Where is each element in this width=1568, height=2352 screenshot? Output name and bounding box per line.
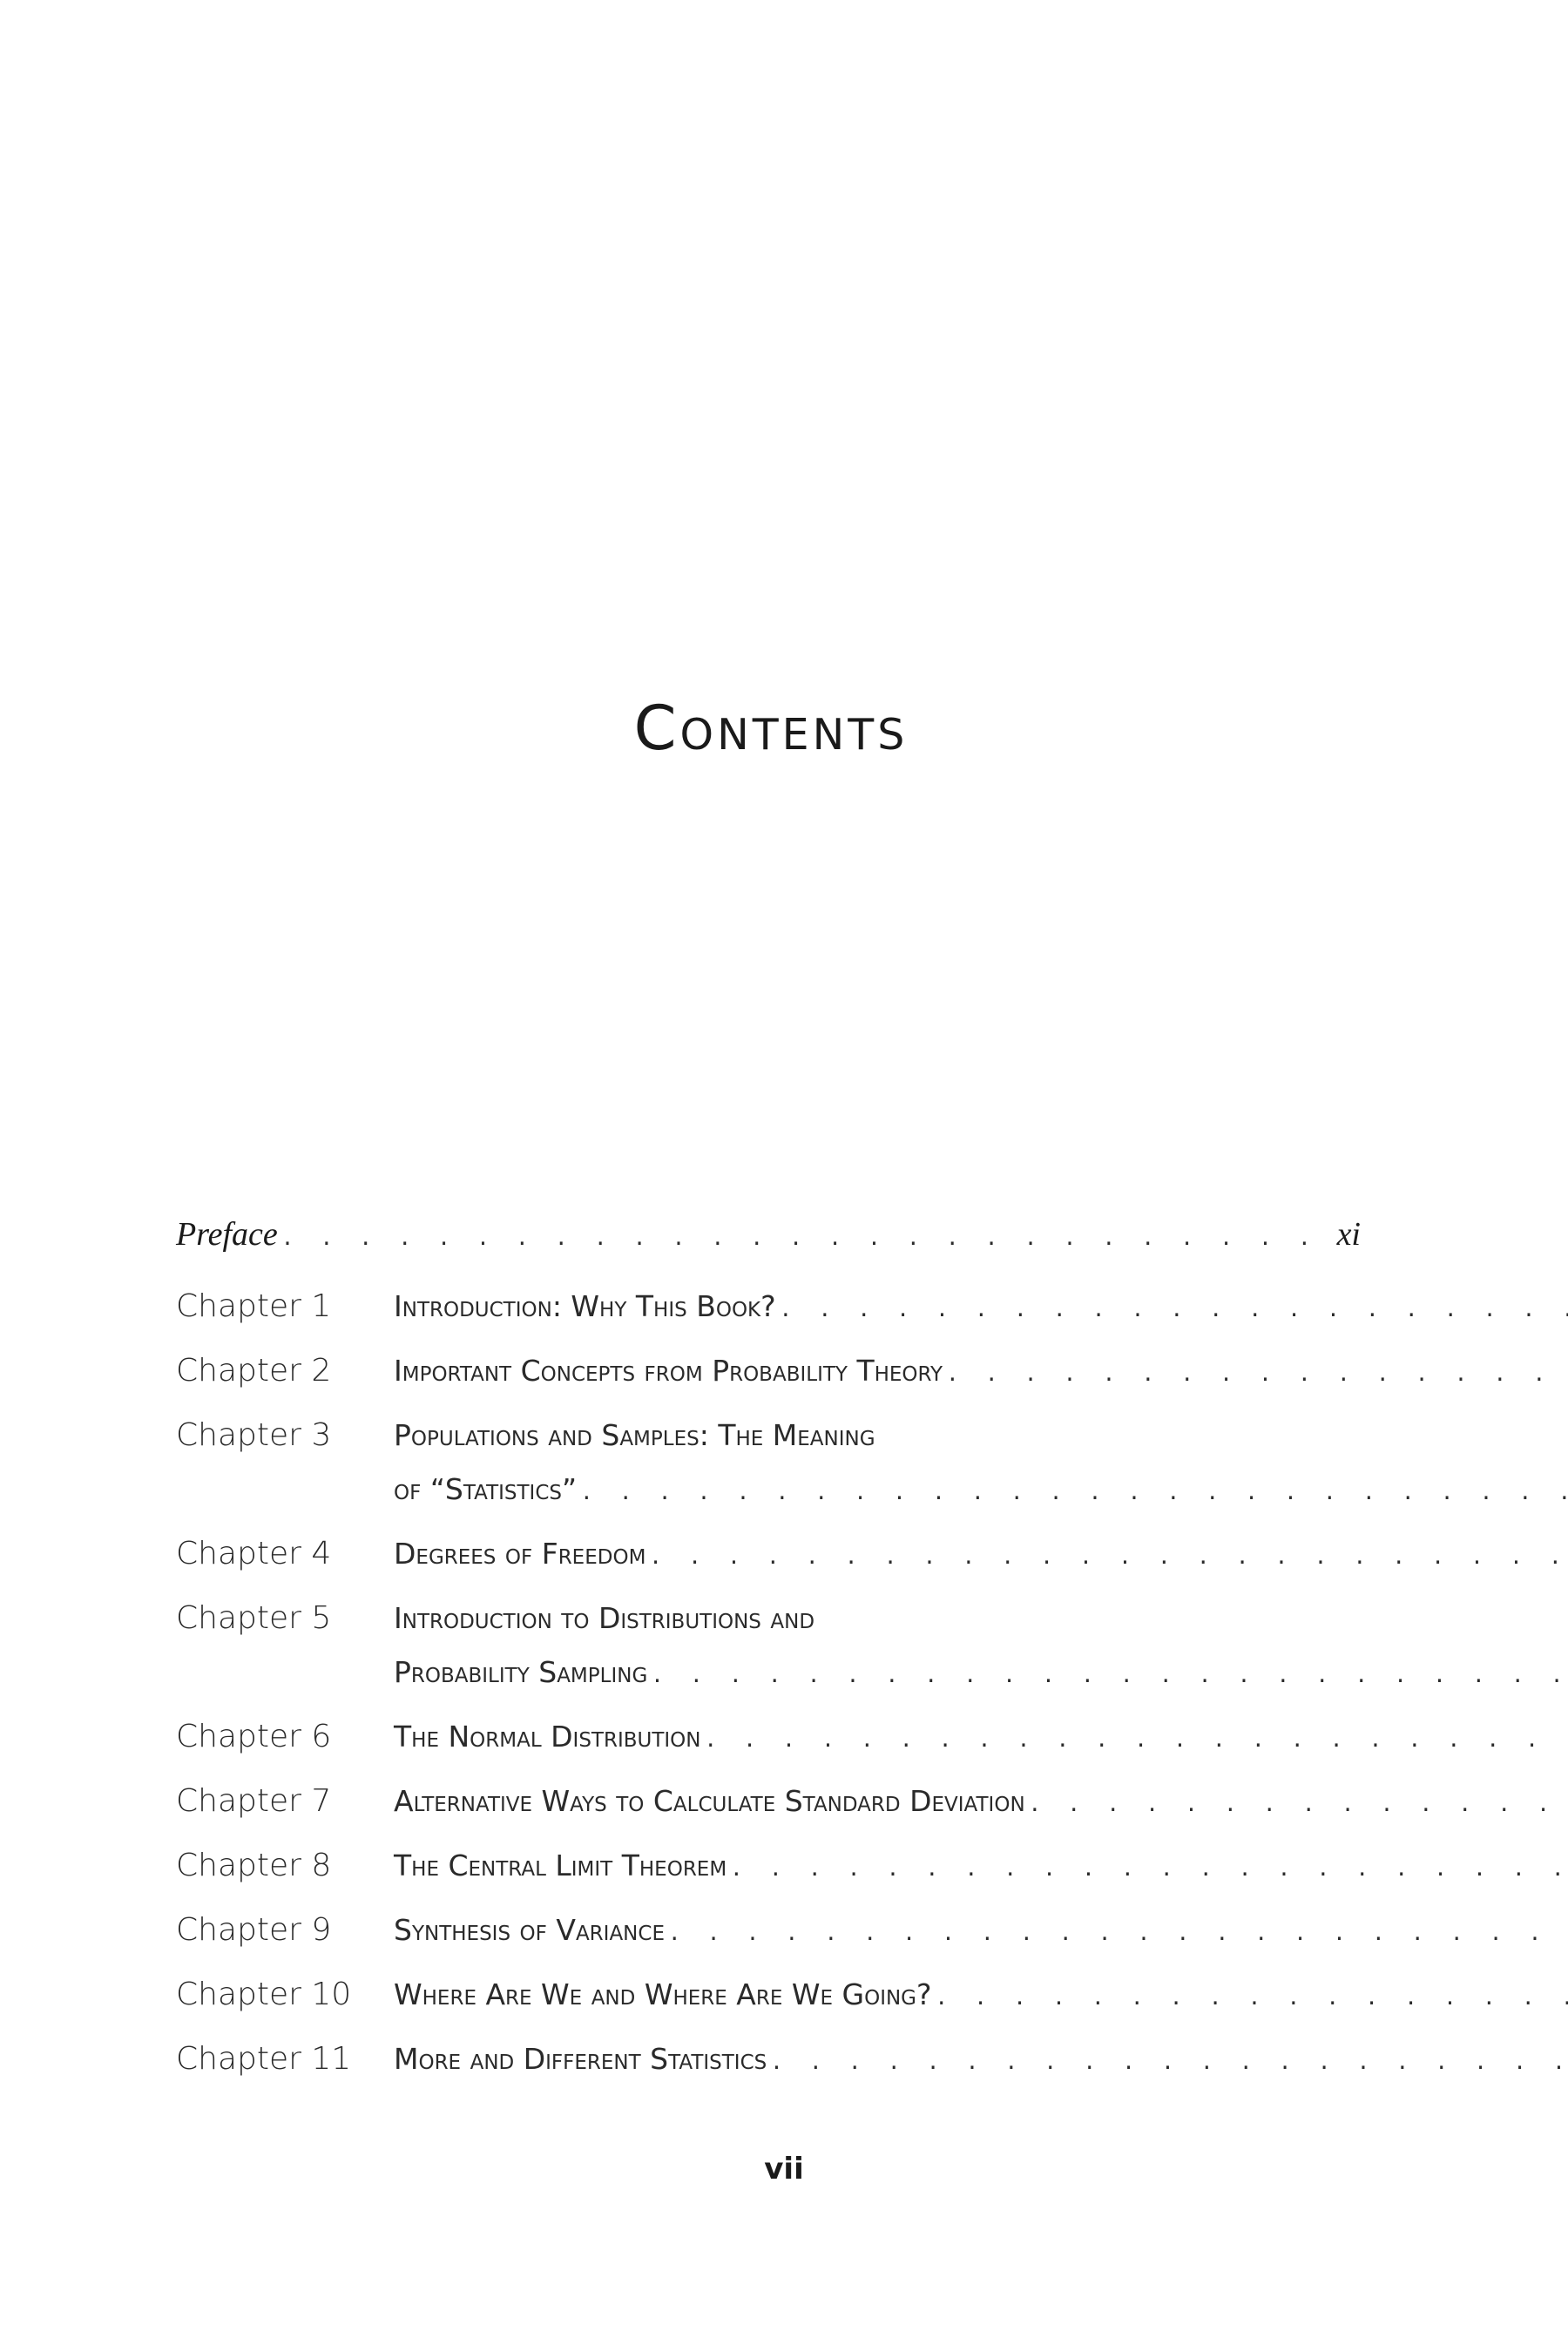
toc-entry-chapter-4[interactable] (176, 1529, 1361, 1579)
dot-leader (932, 1972, 1568, 2023)
toc-entry-chapter-1[interactable] (176, 1281, 1361, 1332)
toc-entry-title: The Normal Distribution (394, 1720, 701, 1754)
toc-entry-chapter-9[interactable] (176, 1905, 1361, 1956)
toc-entry-chapter-7[interactable] (176, 1776, 1361, 1827)
table-of-contents (176, 1215, 1361, 2099)
page-title: Contents (633, 693, 909, 764)
dot-leader (645, 1531, 1568, 1582)
dot-leader (701, 1714, 1568, 1765)
chapter-label: Chapter 9 (176, 1912, 332, 1948)
toc-entry-title-line-1: Introduction to Distributions and (394, 1601, 815, 1635)
chapter-label: Chapter 4 (176, 1536, 332, 1571)
toc-entry-title: More and Different Statistics (394, 2042, 767, 2076)
toc-entry-chapter-8[interactable] (176, 1841, 1361, 1891)
toc-entry-chapter-10[interactable] (176, 1970, 1361, 2020)
dot-leader (647, 1650, 1568, 1700)
chapter-label: Chapter 7 (176, 1783, 332, 1819)
toc-entry-title: The Central Limit Theorem (394, 1848, 727, 1882)
dot-leader (577, 1467, 1568, 1517)
chapter-label: Chapter 5 (176, 1600, 332, 1636)
chapter-label: Chapter 2 (176, 1353, 332, 1389)
toc-entry-preface[interactable] (176, 1215, 1361, 1266)
dot-leader (1025, 1779, 1568, 1829)
toc-entry-title: Alternative Ways to Calculate Standard Deviation (394, 1784, 1025, 1818)
toc-entry-title-line-2: of “Statistics” (394, 1472, 578, 1506)
toc-entry-title: Introduction: Why This Book? (394, 1289, 776, 1323)
toc-entry-title: Synthesis of Variance (394, 1913, 665, 1947)
dot-leader (727, 1843, 1568, 1894)
toc-entry-chapter-2[interactable] (176, 1346, 1361, 1396)
toc-page-number: xi (1336, 1216, 1361, 1253)
toc-entry-title-line-1: Populations and Samples: The Meaning (394, 1418, 875, 1452)
chapter-label: Chapter 8 (176, 1848, 332, 1883)
page-number-folio: vii (764, 2152, 804, 2186)
toc-entry-chapter-5[interactable] (176, 1593, 1361, 1698)
dot-leader (776, 1284, 1568, 1335)
chapter-label: Chapter 6 (176, 1719, 332, 1754)
toc-entry-title: Degrees of Freedom (394, 1537, 646, 1571)
toc-entry-title: Preface (176, 1216, 278, 1253)
dot-leader (767, 2037, 1568, 2087)
chapter-label: Chapter 3 (176, 1417, 332, 1453)
toc-entry-chapter-11[interactable] (176, 2034, 1361, 2085)
toc-entry-title: Where Are We and Where Are We Going? (394, 1977, 932, 2011)
dot-leader (943, 1348, 1568, 1399)
dot-leader (278, 1226, 1330, 1250)
toc-entry-title-line-2: Probability Sampling (394, 1655, 648, 1689)
toc-entry-chapter-6[interactable] (176, 1712, 1361, 1762)
chapter-label: Chapter 11 (176, 2041, 352, 2077)
chapter-label: Chapter 1 (176, 1288, 332, 1324)
dot-leader (665, 1908, 1568, 1958)
toc-entry-title: Important Concepts from Probability Theory (394, 1354, 943, 1388)
toc-entry-chapter-3[interactable] (176, 1410, 1361, 1515)
chapter-label: Chapter 10 (176, 1977, 352, 2012)
